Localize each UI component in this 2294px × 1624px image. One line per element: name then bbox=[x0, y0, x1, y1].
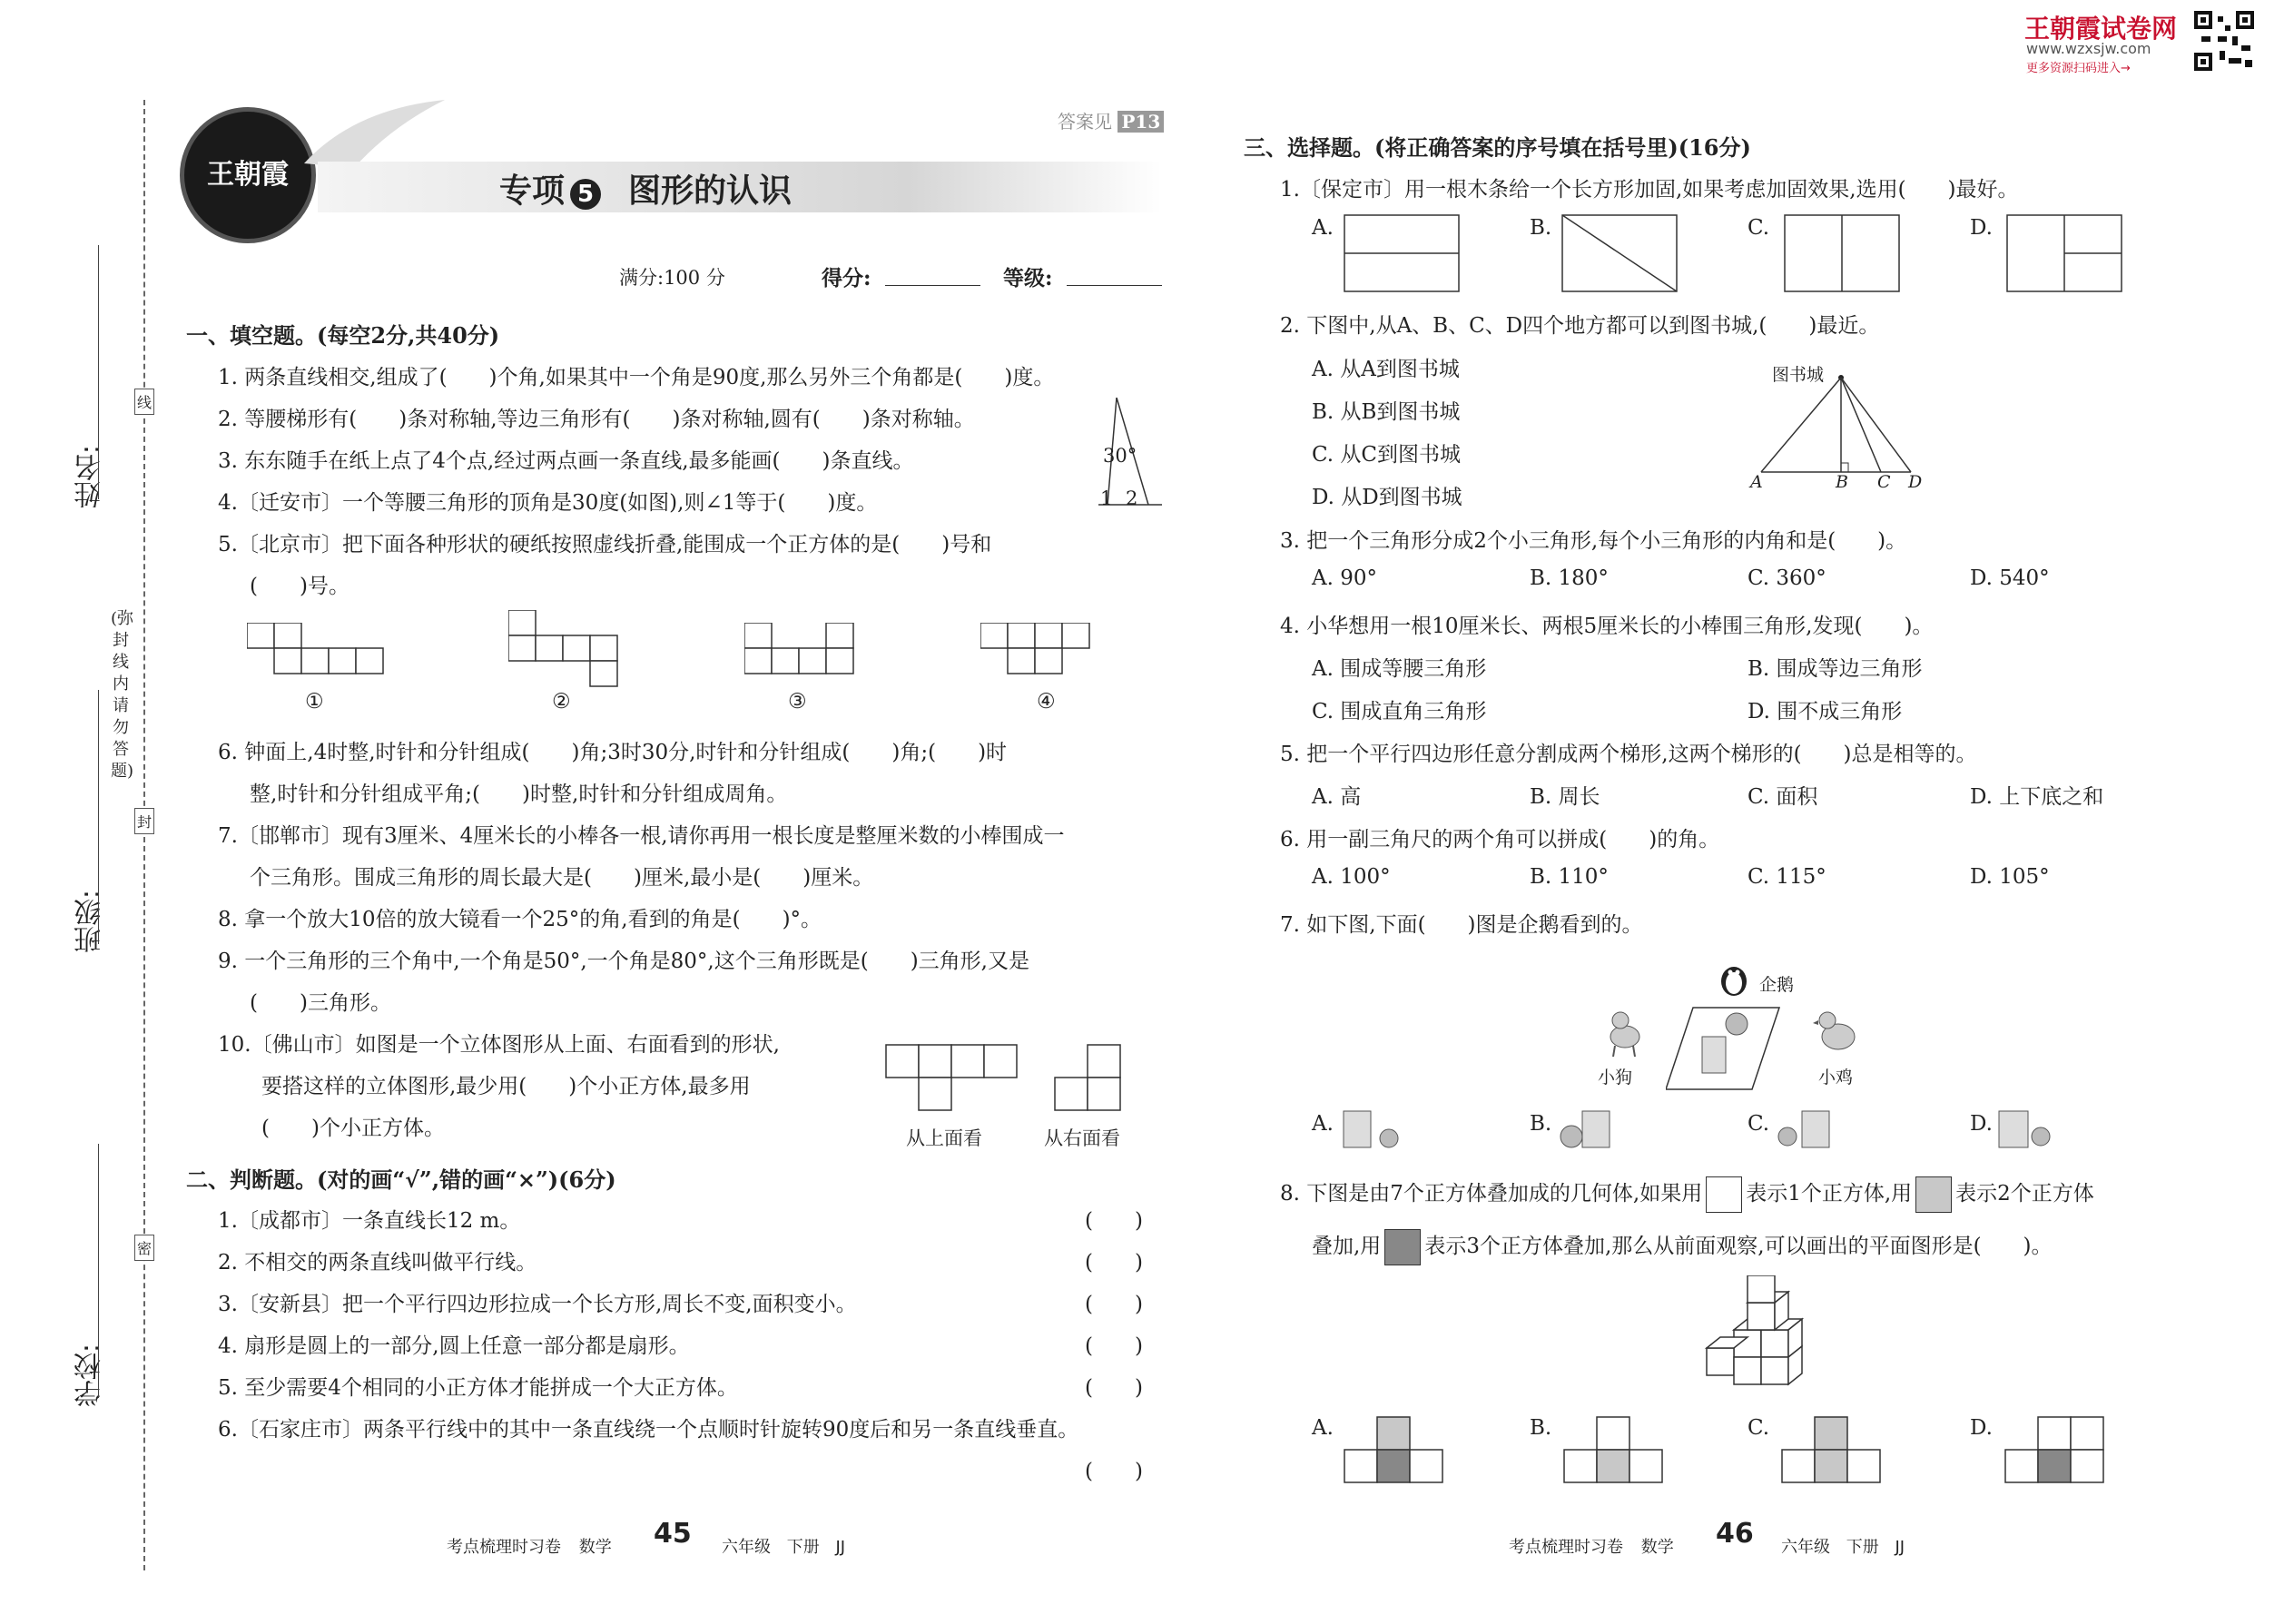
q8-option-d-figure bbox=[2004, 1416, 2106, 1485]
s1-q9b: ( )三角形。 bbox=[250, 991, 391, 1015]
footer-left-subject: 数学 bbox=[578, 1538, 612, 1557]
class-label: 班级: bbox=[74, 890, 106, 954]
s3-q6-opt-d[interactable]: D. 105° bbox=[1970, 865, 2050, 889]
s3-q3-opt-b[interactable]: B. 180° bbox=[1530, 566, 1609, 590]
s3-heading: 三、选择题。(将正确答案的序号填在括号里)(16分) bbox=[1244, 134, 1751, 161]
s3-q8e: 表示3个正方体叠加,那么从前面观察,可以画出的平面图形是( )。 bbox=[1424, 1235, 2053, 1258]
class-line bbox=[98, 690, 99, 944]
footer-left-meta bbox=[722, 1534, 845, 1558]
s3-q2-opt-d[interactable]: D. 从D到图书城 bbox=[1312, 486, 1462, 509]
legend-3-cubes bbox=[1384, 1229, 1421, 1265]
score-field[interactable] bbox=[885, 285, 980, 286]
s3-q7-opt-d[interactable]: D. bbox=[1970, 1112, 1993, 1136]
q2-point-b: B bbox=[1836, 472, 1848, 492]
cube-net-1 bbox=[247, 623, 392, 677]
grade-field[interactable] bbox=[1067, 285, 1162, 286]
net-label-2: ② bbox=[552, 690, 571, 714]
s2-item-5: 5. 至少需要4个相同的小正方体才能拼成一个大正方体。 bbox=[218, 1376, 738, 1400]
ribbon-decoration bbox=[300, 91, 454, 172]
s2-item-4: 4. 扇形是圆上的一部分,圆上任意一部分都是扇形。 bbox=[218, 1334, 690, 1358]
page-number-right: 46 bbox=[1716, 1518, 1754, 1550]
s3-q1: 1.〔保定市〕用一根木条给一个长方形加固,如果考虑加固效果,选用( )最好。 bbox=[1280, 178, 2019, 202]
s2-item-1: 1.〔成都市〕一条直线长12 m。 bbox=[218, 1209, 521, 1233]
footer-right-vol: 下册 bbox=[1846, 1538, 1879, 1557]
s3-q5-opt-d[interactable]: D. 上下底之和 bbox=[1970, 785, 2104, 809]
s1-q5a: 5.〔北京市〕把下面各种形状的硬纸按照虚线折叠,能围成一个正方体的是( )号和 bbox=[218, 533, 992, 556]
brand-logo-text: 王朝霞 bbox=[207, 159, 289, 191]
seal-note: (弥封线内请勿答题) bbox=[111, 609, 134, 781]
s3-q3-opt-d[interactable]: D. 540° bbox=[1970, 566, 2050, 590]
s2-paren-2[interactable]: ( ) bbox=[1085, 1251, 1143, 1275]
q10-top-label: 从上面看 bbox=[906, 1127, 982, 1149]
s2-item-2: 2. 不相交的两条直线叫做平行线。 bbox=[218, 1251, 537, 1275]
footer-right bbox=[1509, 1534, 1674, 1558]
s1-q10c: ( )个小正方体。 bbox=[261, 1117, 445, 1140]
q1-option-d-figure bbox=[2006, 214, 2124, 294]
site-url: www.wzxsjw.com bbox=[2026, 40, 2151, 57]
page-title bbox=[499, 165, 792, 212]
s1-q10a: 10.〔佛山市〕如图是一个立体图形从上面、右面看到的形状, bbox=[218, 1033, 780, 1057]
s3-q8a: 8. 下图是由7个正方体叠加成的几何体,如果用 bbox=[1280, 1182, 1703, 1206]
s3-q1-opt-c[interactable]: C. bbox=[1748, 216, 1770, 240]
q8-cube-stack-figure bbox=[1698, 1275, 1834, 1393]
legend-1-cube bbox=[1706, 1176, 1742, 1213]
s3-q1-opt-a[interactable]: A. bbox=[1312, 216, 1334, 240]
q7-option-a-figure bbox=[1342, 1106, 1405, 1151]
footer-left bbox=[447, 1534, 612, 1558]
q2-point-d: D bbox=[1908, 472, 1923, 492]
s2-heading: 二、判断题。(对的画“√”,错的画“×”)(6分) bbox=[186, 1166, 616, 1193]
site-note: 更多资源扫码进入→ bbox=[2026, 62, 2131, 75]
s3-q5-opt-c[interactable]: C. 面积 bbox=[1748, 785, 1818, 809]
footer-left-name: 考点梳理时习卷 bbox=[447, 1538, 561, 1557]
answer-ref-label: 答案见 bbox=[1058, 111, 1112, 133]
s3-q1-opt-b[interactable]: B. bbox=[1530, 216, 1552, 240]
footer-left-ed: JJ bbox=[835, 1538, 846, 1557]
cube-net-4 bbox=[980, 623, 1108, 677]
q7-option-b-figure bbox=[1557, 1106, 1620, 1151]
brand-logo bbox=[180, 107, 316, 243]
s3-q8-line2 bbox=[1312, 1229, 2053, 1265]
q7-option-c-figure bbox=[1775, 1106, 1838, 1151]
s3-q2-opt-c[interactable]: C. 从C到图书城 bbox=[1312, 443, 1461, 467]
table-scene-figure bbox=[1666, 999, 1784, 1098]
s1-q8: 8. 拿一个放大10倍的放大镜看一个25°的角,看到的角是( )°。 bbox=[218, 908, 822, 931]
q10-right-label: 从右面看 bbox=[1044, 1127, 1120, 1149]
s1-heading: 一、填空题。(每空2分,共40分) bbox=[186, 322, 500, 349]
seal-mark-3: 密 bbox=[134, 1235, 154, 1261]
s3-q3: 3. 把一个三角形分成2个小三角形,每个小三角形的内角和是( )。 bbox=[1280, 529, 1907, 553]
s2-paren-3[interactable]: ( ) bbox=[1085, 1293, 1143, 1316]
q1-option-a-figure bbox=[1344, 214, 1462, 294]
s3-q8-line1 bbox=[1280, 1176, 2094, 1213]
answer-ref bbox=[1058, 107, 1164, 133]
q2-point-a: A bbox=[1750, 472, 1763, 492]
s3-q6: 6. 用一副三角尺的两个角可以拼成( )的角。 bbox=[1280, 828, 1720, 851]
seal-mark-2: 封 bbox=[134, 808, 154, 834]
s1-q5b: ( )号。 bbox=[250, 575, 350, 598]
q1-option-c-figure bbox=[1784, 214, 1902, 294]
school-line bbox=[98, 1144, 99, 1398]
s3-q4: 4. 小华想用一根10厘米长、两根5厘米长的小棒围三角形,发现( )。 bbox=[1280, 615, 1934, 638]
footer-left-vol: 下册 bbox=[786, 1538, 820, 1557]
page-number-left: 45 bbox=[654, 1518, 692, 1550]
s2-paren-5[interactable]: ( ) bbox=[1085, 1376, 1143, 1400]
penguin-icon bbox=[1716, 958, 1752, 998]
cube-net-3 bbox=[744, 623, 862, 677]
s1-q6a: 6. 钟面上,4时整,时针和分针组成( )角;3时30分,时针和分针组成( )角;( )时 bbox=[218, 741, 1008, 764]
net-label-4: ④ bbox=[1037, 690, 1056, 714]
s3-q7-opt-b[interactable]: B. bbox=[1530, 1112, 1552, 1136]
s3-q7-opt-a[interactable]: A. bbox=[1312, 1112, 1334, 1136]
s3-q4-opt-c[interactable]: C. 围成直角三角形 bbox=[1312, 700, 1487, 723]
q8-option-a-figure bbox=[1344, 1416, 1445, 1485]
q4-angle-label: 30° bbox=[1103, 445, 1137, 467]
s3-q3-opt-a[interactable]: A. 90° bbox=[1312, 566, 1377, 590]
s3-q8-opt-c[interactable]: C. bbox=[1748, 1416, 1770, 1440]
cube-net-2 bbox=[508, 610, 626, 692]
s2-paren-4[interactable]: ( ) bbox=[1085, 1334, 1143, 1358]
footer-right-subject: 数学 bbox=[1640, 1538, 1674, 1557]
s3-q2-opt-b[interactable]: B. 从B到图书城 bbox=[1312, 400, 1461, 424]
q10-right-view bbox=[1053, 1044, 1126, 1117]
q2-bookstore-figure bbox=[1743, 372, 1943, 481]
chick-label: 小鸡 bbox=[1818, 1068, 1854, 1088]
s3-q4-opt-b[interactable]: B. 围成等边三角形 bbox=[1748, 657, 1923, 681]
net-label-3: ③ bbox=[788, 690, 807, 714]
s3-q8c: 表示2个正方体 bbox=[1955, 1182, 2094, 1206]
s1-q7a: 7.〔邯郸市〕现有3厘米、4厘米长的小棒各一根,请你再用一根长度是整厘米数的小棒围成一 bbox=[218, 824, 1065, 848]
s2-item-3: 3.〔安新县〕把一个平行四边形拉成一个长方形,周长不变,面积变小。 bbox=[218, 1293, 857, 1316]
chick-icon bbox=[1811, 1006, 1861, 1056]
s3-q8d: 叠加,用 bbox=[1312, 1235, 1382, 1258]
name-line bbox=[98, 245, 99, 499]
footer-right-ed: JJ bbox=[1895, 1538, 1905, 1557]
s1-q9a: 9. 一个三角形的三个角中,一个角是50°,一个角是80°,这个三角形既是( )三角形,又是 bbox=[218, 950, 1029, 973]
s3-q8b: 表示1个正方体,用 bbox=[1746, 1182, 1913, 1206]
title-num: 5 bbox=[570, 179, 601, 210]
dog-label: 小狗 bbox=[1598, 1068, 1633, 1088]
s1-q1: 1. 两条直线相交,组成了( )个角,如果其中一个角是90度,那么另外三个角都是( )度。 bbox=[218, 366, 1055, 389]
q7-option-d-figure bbox=[1997, 1106, 2061, 1151]
s2-item-6: 6.〔石家庄市〕两条平行线中的其中一条直线绕一个点顺时针旋转90度后和另一条直线垂直。 bbox=[218, 1418, 1079, 1442]
legend-2-cubes bbox=[1915, 1176, 1952, 1213]
q10-top-view bbox=[885, 1044, 1021, 1117]
answer-page: P13 bbox=[1117, 111, 1164, 133]
footer-right-meta bbox=[1781, 1534, 1905, 1558]
footer-right-name: 考点梳理时习卷 bbox=[1509, 1538, 1623, 1557]
q8-option-b-figure bbox=[1563, 1416, 1665, 1485]
footer-right-grade: 六年级 bbox=[1781, 1538, 1830, 1557]
s3-q5-opt-a[interactable]: A. 高 bbox=[1312, 785, 1362, 809]
s3-q4-opt-d[interactable]: D. 围不成三角形 bbox=[1748, 700, 1903, 723]
s3-q7-opt-c[interactable]: C. bbox=[1748, 1112, 1770, 1136]
s3-q5: 5. 把一个平行四边形任意分割成两个梯形,这两个梯形的( )总是相等的。 bbox=[1280, 743, 1977, 766]
q1-option-b-figure bbox=[1561, 214, 1679, 294]
q4-angle2-label: 2 bbox=[1126, 487, 1138, 509]
s1-q6b: 整,时针和分针组成平角;( )时整,时针和分针组成周角。 bbox=[250, 782, 788, 806]
s3-q6-opt-c[interactable]: C. 115° bbox=[1748, 865, 1826, 889]
seal-mark-1: 线 bbox=[134, 389, 154, 415]
score-label: 得分: bbox=[822, 266, 871, 290]
full-score: 满分:100 分 bbox=[619, 267, 725, 289]
title-prefix: 专项 bbox=[499, 172, 566, 210]
s2-paren-6[interactable]: ( ) bbox=[1085, 1460, 1143, 1483]
s3-q8-opt-a[interactable]: A. bbox=[1312, 1416, 1334, 1440]
title-text: 图形的认识 bbox=[628, 172, 793, 210]
s3-q1-opt-d[interactable]: D. bbox=[1970, 216, 1993, 240]
s1-q7b: 个三角形。围成三角形的周长最大是( )厘米,最小是( )厘米。 bbox=[250, 866, 874, 890]
s3-q6-opt-b[interactable]: B. 110° bbox=[1530, 865, 1609, 889]
s3-q3-opt-c[interactable]: C. 360° bbox=[1748, 566, 1826, 590]
q8-option-c-figure bbox=[1781, 1416, 1883, 1485]
penguin-label: 企鹅 bbox=[1759, 975, 1795, 995]
q2-bookstore-label: 图书城 bbox=[1772, 365, 1825, 385]
s2-paren-1[interactable]: ( ) bbox=[1085, 1209, 1143, 1233]
s3-q8-opt-b[interactable]: B. bbox=[1530, 1416, 1552, 1440]
q4-angle1-label: 1 bbox=[1100, 487, 1113, 509]
s1-q4: 4.〔迁安市〕一个等腰三角形的顶角是30度(如图),则∠1等于( )度。 bbox=[218, 491, 878, 515]
s3-q5-opt-b[interactable]: B. 周长 bbox=[1530, 785, 1600, 809]
grade-label: 等级: bbox=[1003, 266, 1053, 290]
s1-q2: 2. 等腰梯形有( )条对称轴,等边三角形有( )条对称轴,圆有( )条对称轴。 bbox=[218, 408, 975, 431]
s3-q4-opt-a[interactable]: A. 围成等腰三角形 bbox=[1312, 657, 1487, 681]
site-name: 王朝霞试卷网 bbox=[2024, 14, 2178, 44]
s3-q2-opt-a[interactable]: A. 从A到图书城 bbox=[1312, 358, 1460, 381]
s3-q7: 7. 如下图,下面( )图是企鹅看到的。 bbox=[1280, 913, 1643, 937]
qr-code-icon[interactable] bbox=[2192, 9, 2256, 73]
q2-point-c: C bbox=[1877, 472, 1891, 492]
net-label-1: ① bbox=[305, 690, 324, 714]
s1-q3: 3. 东东随手在纸上点了4个点,经过两点画一条直线,最多能画( )条直线。 bbox=[218, 449, 914, 473]
s3-q8-opt-d[interactable]: D. bbox=[1970, 1416, 1993, 1440]
s3-q6-opt-a[interactable]: A. 100° bbox=[1312, 865, 1391, 889]
s3-q2: 2. 下图中,从A、B、C、D四个地方都可以到图书城,( )最近。 bbox=[1280, 314, 1880, 338]
footer-left-grade: 六年级 bbox=[722, 1538, 771, 1557]
binding-line bbox=[143, 100, 145, 1570]
dog-icon bbox=[1602, 1008, 1648, 1058]
s1-q10b: 要搭这样的立体图形,最少用( )个小正方体,最多用 bbox=[261, 1075, 751, 1098]
school-label: 学校: bbox=[74, 1343, 106, 1408]
name-label: 姓名: bbox=[74, 445, 106, 509]
